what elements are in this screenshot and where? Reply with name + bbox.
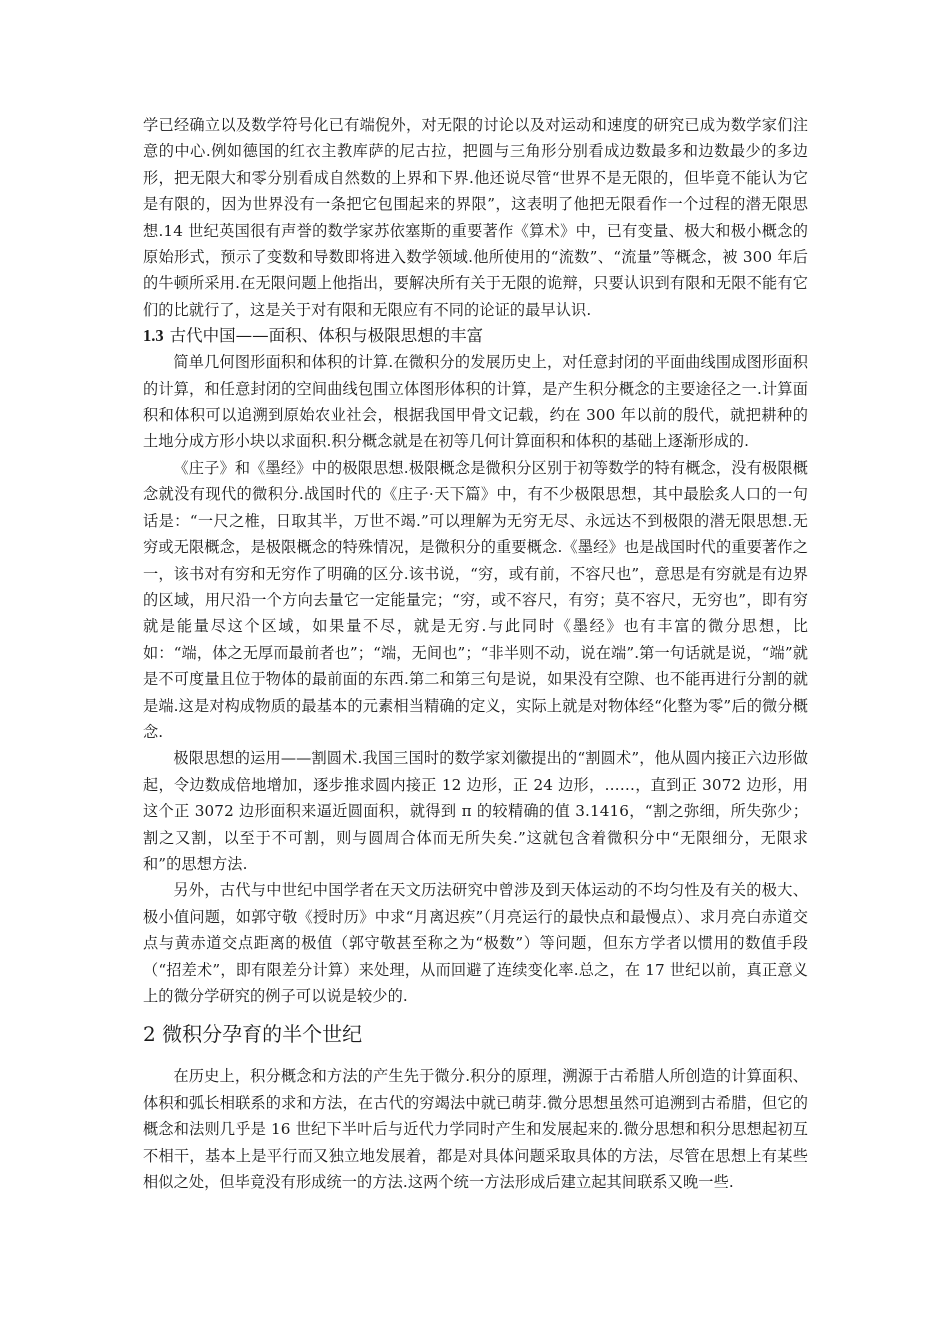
circle-cutting-paragraph: 极限思想的运用——割圆术.我国三国时的数学家刘徽提出的“割圆术”，他从圆内接正六边形做起，令边数成倍地增加，逐步推求圆内接正 12 边形，正 24 边形，……，直到正 3072 边形，用这个正 3072 边形面积来逼近圆面积，就得到 π 的较精确的值 3.1416，“割之弥细，所失弥少；割之又割，以至于不可割，则与圆周合体而无所失矣.”这就包含着微积分中“无限细分，无限求和”的思想方法. bbox=[143, 749, 808, 873]
intro-paragraph: 学已经确立以及数学符号化已有端倪外，对无限的讨论以及对运动和速度的研究已成为数学家们注意的中心.例如德国的红衣主教库萨的尼古拉，把圆与三角形分别看成边数最多和边数最少的多边形，把无限大和零分别看成自然数的上界和下界.他还说尽管“世界不是无限的，但毕竟不能认为它是有限的，因为世界没有一条把它包围起来的界限”，这表明了他把无限看作一个过程的潜无限思想.14 世纪英国很有声誉的数学家苏依塞斯的重要著作《算术》中，已有变量、极大和极小概念的原始形式，预示了变数和导数即将进入数学领域.他所使用的“流数”、“流量”等概念，被 300 年后的牛顿所采用.在无限问题上他指出，要解决所有关于无限的诡辩，只要认识到有限和无限不能有它们的比就行了，这是关于对有限和无限应有不同的论证的最早认识. bbox=[143, 116, 808, 319]
section-heading-2: 2 微积分孕育的半个世纪 bbox=[143, 1022, 363, 1047]
document-page bbox=[143, 112, 808, 1195]
integral-history-paragraph: 在历史上，积分概念和方法的产生先于微分.积分的原理，溯源于古希腊人所创造的计算面积、体积和弧长相联系的求和方法，在古代的穷竭法中就已萌芽.微分思想虽然可追溯到古希腊，但它的概念和法则几乎是 16 世纪下半叶后与近代力学同时产生和发展起来的.微分思想和积分思想起初互不相干，基本上是平行而又独立地发展着，都是对具体问题采取具体的方法，尽管在思想上有某些相似之处，但毕竟没有形成统一的方法.这两个统一方法形成后建立起其间联系又晚一些. bbox=[143, 1067, 808, 1192]
astronomy-paragraph: 另外，古代与中世纪中国学者在天文历法研究中曾涉及到天体运动的不均匀性及有关的极大、极小值问题，如郭守敬《授时历》中求“月离迟疾”（月亮运行的最快点和最慢点）、求月亮白赤道交点与黄赤道交点距离的极值（郭守敬甚至称之为“极数”）等问题，但东方学者以惯用的数值手段（“招差术”，即有限差分计算）来处理，从而回避了连续变化率.总之，在 17 世纪以前，真正意义上的微分学研究的例子可以说是较少的. bbox=[143, 881, 808, 1005]
zhuangzi-mojing-paragraph: 《庄子》和《墨经》中的极限思想.极限概念是微积分区别于初等数学的特有概念，没有极限概念就没有现代的微积分.战国时代的《庄子·天下篇》中，有不少极限思想，其中最脍炙人口的一句话是：“一尺之椎，日取其半，万世不竭.”可以理解为无穷无尽、永远达不到极限的潜无限思想.无穷或无限概念，是极限概念的特殊情况，是微积分的重要概念.《墨经》也是战国时代的重要著作之一，该书对有穷和无穷作了明确的区分.该书说，“穷，或有前，不容尺也”，意思是有穷就是有边界的区域，用尺沿一个方向去量它一定能量完；“穷，或不容尺，有穷；莫不容尺，无穷也”，即有穷就是能量尽这个区域，如果量不尽，就是无穷.与此同时《墨经》也有丰富的微分思想，比如：“端，体之无厚而最前者也”；“端，无间也”；“非半则不动，说在端”.第一句话就是说，“端”就是不可度量且位于物体的最前面的东西.第二和第三句是说，如果没有空隙、也不能再进行分割的就是端.这是对构成物质的最基本的元素相当精确的定义，实际上就是对物体经“化整为零”后的微分概念. bbox=[143, 458, 808, 741]
area-volume-paragraph: 简单几何图形面积和体积的计算.在微积分的发展历史上，对任意封闭的平面曲线围成图形面积的计算，和任意封闭的空间曲线包围立体图形体积的计算，是产生积分概念的主要途径之一.计算面积和体积可以追溯到原始农业社会，根据我国甲骨文记载，约在 300 年以前的殷代，就把耕种的土地分成方形小块以求面积.积分概念就是在初等几何计算面积和体积的基础上逐渐形成的. bbox=[143, 353, 808, 451]
subsection-heading-1-3 bbox=[143, 323, 808, 349]
subsection-title: 古代中国——面积、体积与极限思想的丰富 bbox=[169, 326, 484, 346]
subsection-number: 1.3 bbox=[143, 326, 164, 346]
